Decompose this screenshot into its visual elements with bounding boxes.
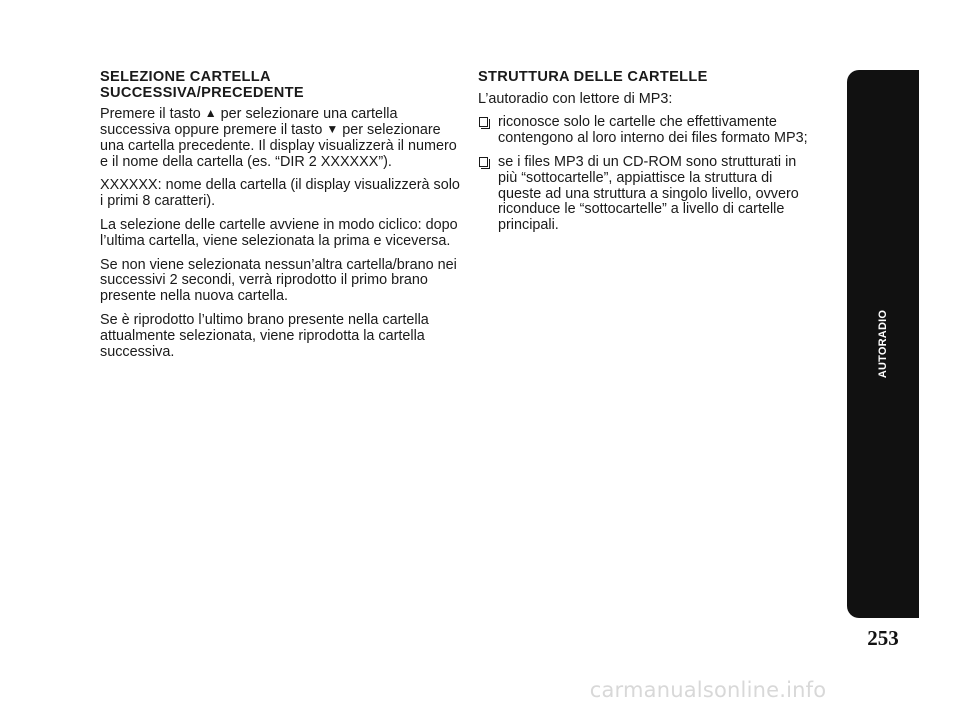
text-run: per selezionare una cartella successiva oppure premere il tasto: [100, 106, 398, 138]
heading-line-2: SUCCESSIVA/PRECEDENTE: [100, 84, 304, 101]
list-item-text: se i files MP3 di un CD-ROM sono strutturati in più “sottocartelle”, appiattisce la struttura di queste ad una struttura a singolo livello, ovvero riconduce le “sottocartelle” a livello di cartelle principali.: [498, 153, 799, 234]
paragraph-ultimo-brano: Se è riprodotto l’ultimo brano presente nella cartella attualmente selezionata, viene riprodotta la cartella successiva.: [100, 311, 429, 360]
left-column: [100, 70, 460, 368]
down-arrow-icon: ▼: [326, 121, 339, 136]
up-arrow-icon: ▲: [204, 106, 217, 121]
section-heading-selezione-cartella: [100, 70, 460, 101]
paragraph-selezione-ciclica: La selezione delle cartelle avviene in modo ciclico: dopo l’ultima cartella, viene selezionata la prima e viceversa.: [100, 216, 458, 249]
paragraph-riproduzione-brano: Se non viene selezionata nessun’altra cartella/brano nei successivi 2 secondi, verrà riprodotto il primo brano presente nella nuova cartella.: [100, 256, 457, 305]
watermark: carmanualsonline.info: [589, 678, 827, 702]
text-run: per selezionare una cartella precedente. Il display visualizzerà il numero e il nome della cartella (es. “DIR 2 XXXXXX”).: [100, 121, 457, 170]
checkbox-bullet-icon: [479, 157, 488, 167]
right-column: [478, 70, 818, 242]
chapter-side-tab: [847, 70, 919, 618]
list-item-text: riconosce solo le cartelle che effettivamente contengono al loro interno dei files formato MP3;: [498, 114, 808, 147]
list-item: [478, 155, 818, 234]
paragraph-tasto-instructions: [100, 107, 460, 170]
heading-line-1: SELEZIONE CARTELLA: [100, 69, 271, 85]
section-heading-struttura-cartelle: STRUTTURA DELLE CARTELLE: [478, 69, 708, 85]
page-number: 253: [867, 626, 899, 650]
list-item: [478, 115, 818, 147]
checkbox-bullet-icon: [479, 117, 488, 127]
text-run: Premere il tasto: [100, 106, 205, 123]
paragraph-intro: L’autoradio con lettore di MP3:: [478, 90, 673, 107]
bullet-list: [478, 115, 818, 234]
chapter-tab-label: AUTORADIO: [877, 309, 889, 379]
paragraph-nome-cartella: XXXXXX: nome della cartella (il display visualizzerà solo i primi 8 caratteri).: [100, 177, 460, 210]
